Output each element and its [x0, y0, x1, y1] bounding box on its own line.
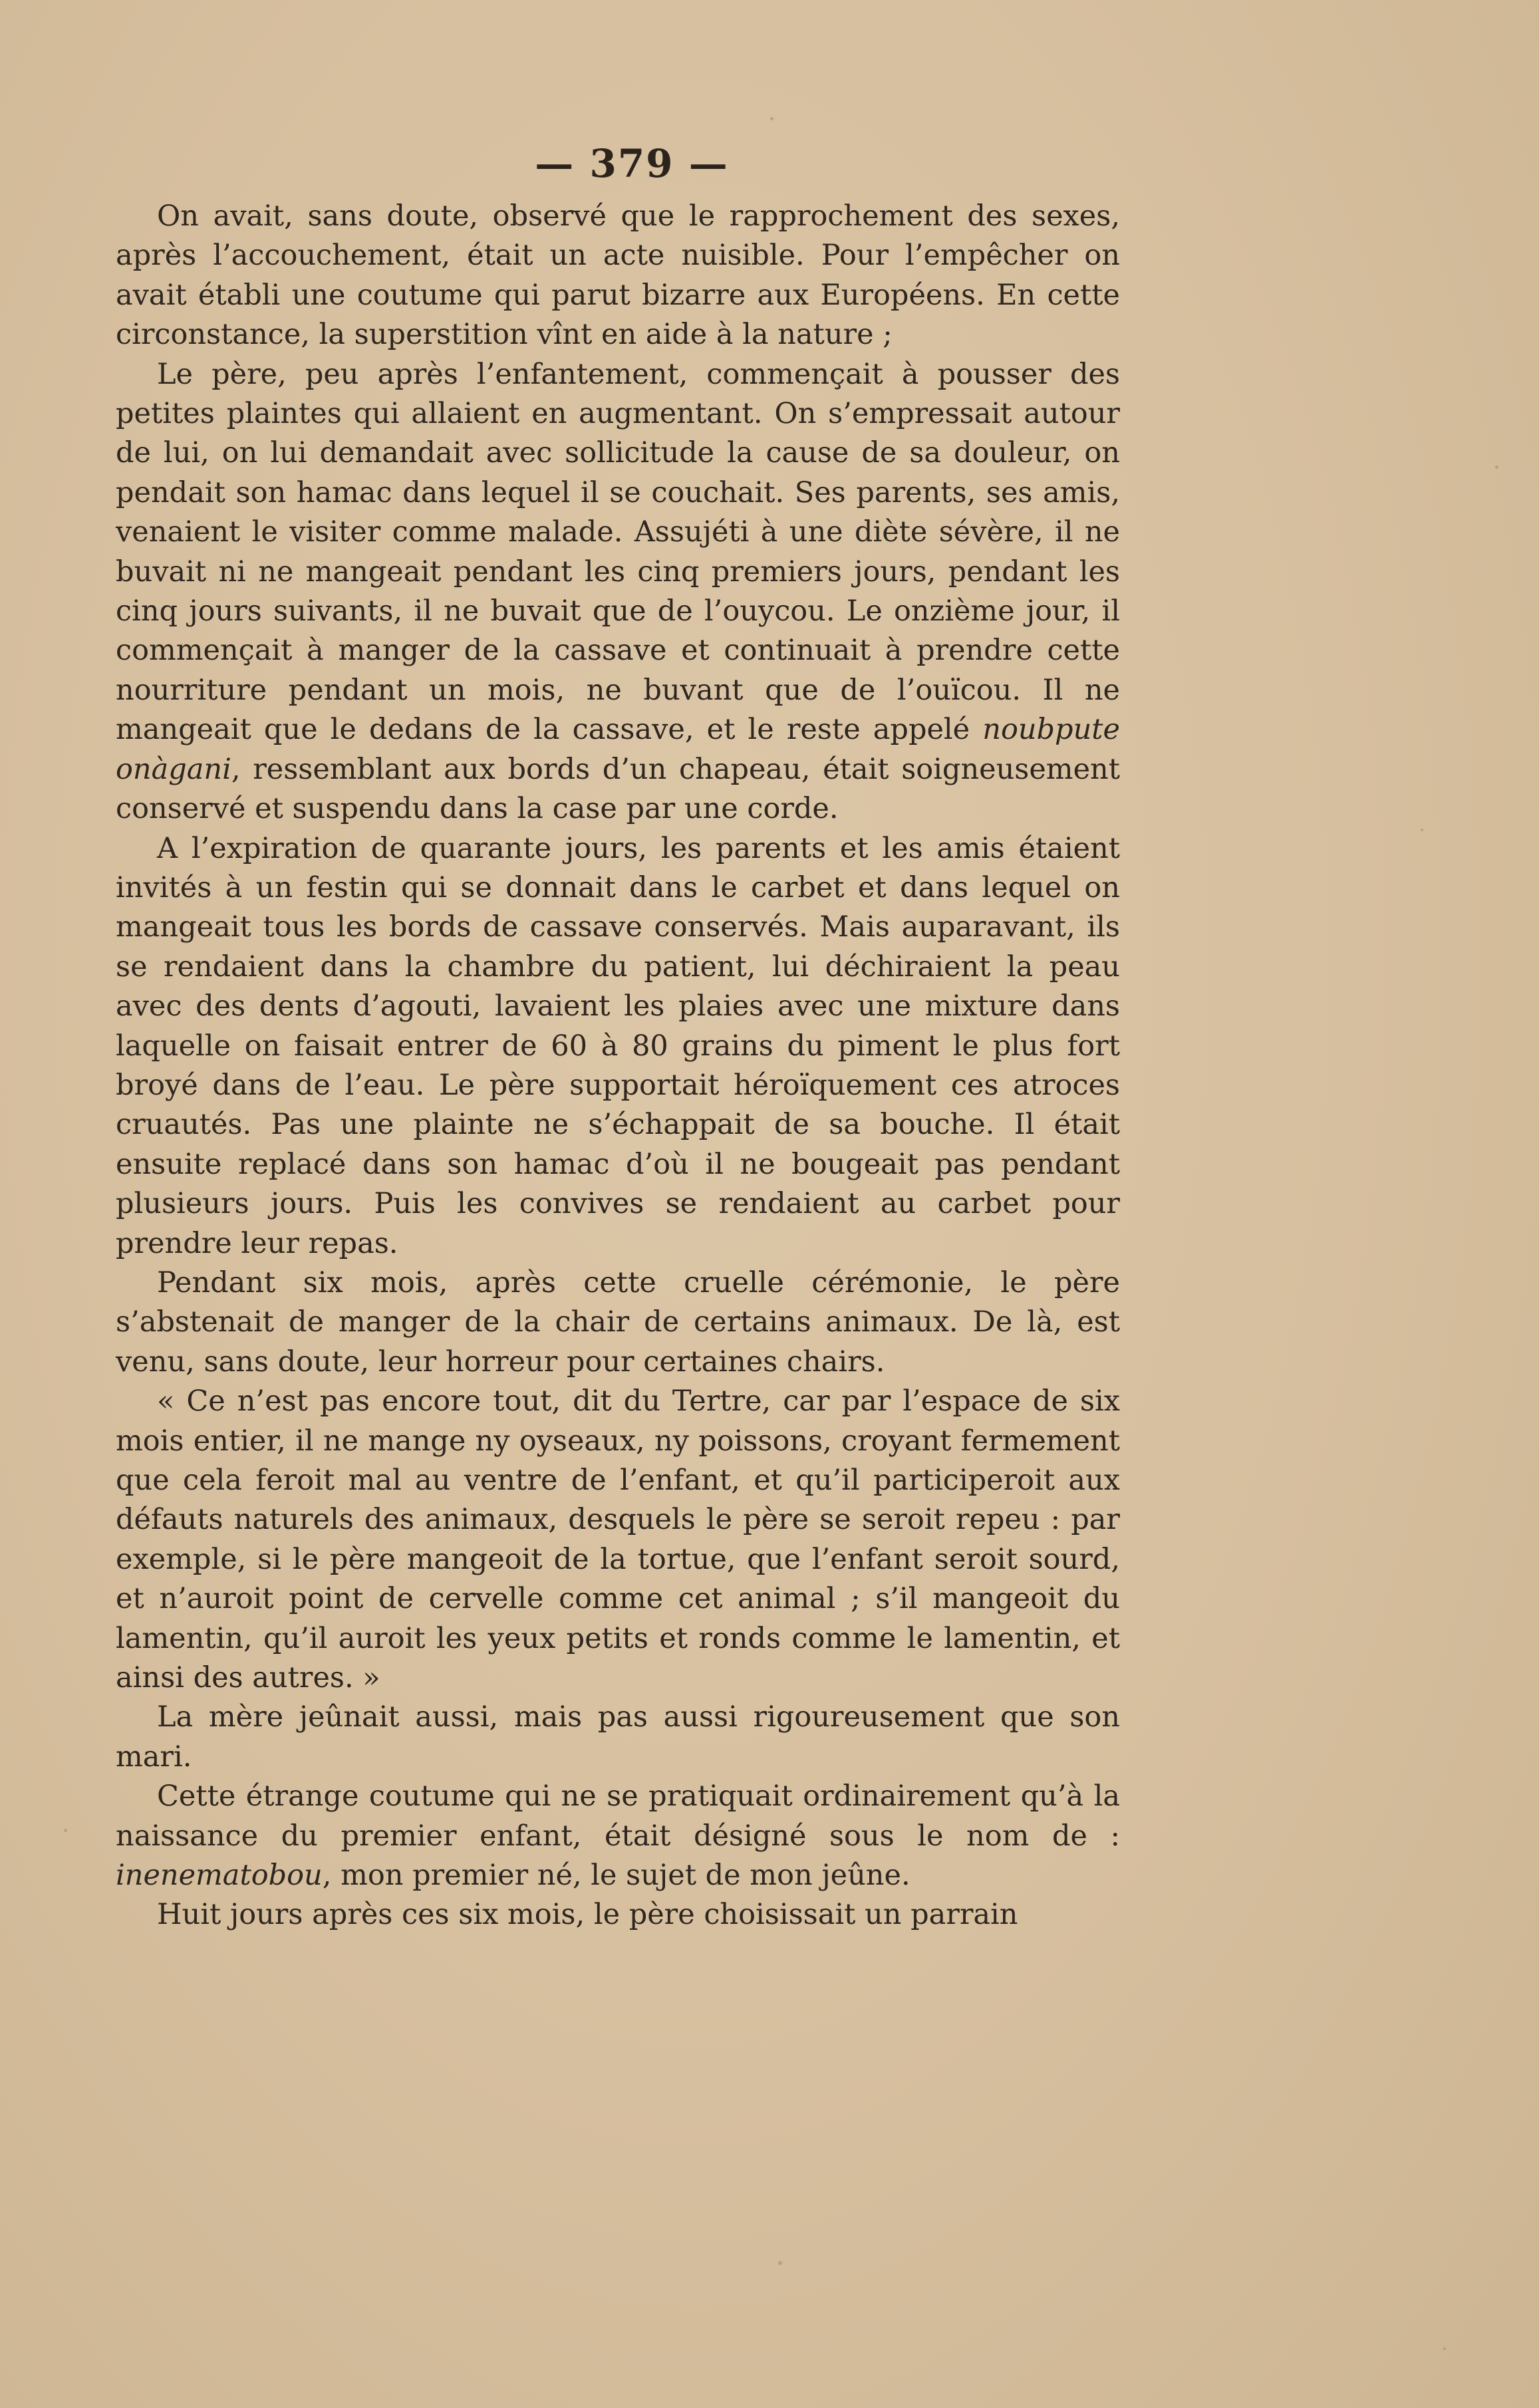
paper-speck [770, 117, 773, 120]
paragraph [116, 1264, 1120, 1382]
paragraph [116, 1895, 1120, 1935]
text-run: A l’expiration de quarante jours, les parents et les amis étaient invités à un festin qui se donnait dans le carbet et dans lequel on mangeait tous les bords de cassave conservés. Mais auparavant, ils se rendaient dans la chambre du patient, lui déchiraient la peau avec des dents d’agouti, lavaient les plaies avec une mixture dans laquelle on faisait entrer de 60 à 80 grains du piment le plus fort broyé dans de l’eau. Le père supportait héroïquement ces atroces cruautés. Pas une plainte ne s’échappait de sa bouche. Il était ensuite replacé dans son hamac d’où il ne bougeait pas pendant plusieurs jours. Puis les convives se rendaient au carbet pour prendre leur repas. [116, 831, 1120, 1260]
text-run: Huit jours après ces six mois, le père choisissait un parrain [157, 1898, 1018, 1932]
paper-speck [1443, 2347, 1446, 2350]
text-run: « Ce n’est pas encore tout, dit du Tertre, car par l’espace de six mois entier, il ne mange ny oyseaux, ny poissons, croyant fermement que cela feroit mal au ventre de l’enfant, et qu’il participeroit aux défauts naturels des animaux, desquels le père se seroit repeu : par exemple, si le père mangeoit de la tortue, que l’enfant seroit sourd, et n’auroit point de cervelle comme cet animal ; s’il mangeoit du lamentin, qu’il auroit les yeux petits et ronds comme le lamentin, et ainsi des autres. » [116, 1385, 1120, 1695]
text-run: On avait, sans doute, observé que le rapprochement des sexes, après l’accouchement, était un acte nuisible. Pour l’empêcher on avait établi une coutume qui parut bizarre aux Européens. En cette circonstance, la superstition vînt en aide à la nature ; [116, 200, 1120, 352]
paragraph [116, 197, 1120, 355]
paragraph [116, 1777, 1120, 1895]
body-text [116, 197, 1120, 1935]
page-number: — 379 — [535, 141, 729, 186]
paragraph [116, 355, 1120, 829]
text-run: Pendant six mois, après cette cruelle cérémonie, le père s’abstenait de manger de la chair de certains animaux. De là, est venu, sans doute, leur horreur pour certaines chairs. [116, 1266, 1120, 1379]
text-run: , ressemblant aux bords d’un chapeau, était soigneusement conservé et suspendu dans la case par une corde. [116, 752, 1120, 826]
paper-speck [778, 2261, 782, 2265]
text-run: , mon premier né, le sujet de mon jeûne. [322, 1859, 910, 1893]
paragraph [116, 1698, 1120, 1777]
text-run: Le père, peu après l’enfantement, commençait à pousser des petites plaintes qui allaient en augmentant. On s’empressait autour de lui, on lui demandait avec sollicitude la cause de sa douleur, on pendait son hamac dans lequel il se couchait. Ses parents, ses amis, venaient le visiter comme malade. Assujéti à une diète sévère, il ne buvait ni ne mangeait pendant les cinq premiers jours, pendant les cinq jours suivants, il ne buvait que de l’ouycou. Le onzième jour, il commençait à manger de la cassave et continuait à prendre cette nourriture pendant un mois, ne buvant que de l’ouïcou. Il ne mangeait que le dedans de la cassave, et le reste appelé [116, 357, 1120, 747]
text-run: Cette étrange coutume qui ne se pratiquait ordinairement qu’à la naissance du premier enfant, était désigné sous le nom de : [116, 1780, 1120, 1853]
text-run: La mère jeûnait aussi, mais pas aussi rigoureusement que son mari. [116, 1700, 1120, 1774]
paper-speck [1421, 829, 1423, 831]
paper-speck [64, 1829, 67, 1832]
paragraph [116, 1382, 1120, 1698]
paper-speck [1495, 466, 1498, 469]
italic-term: noubpute onàgani [116, 713, 1120, 786]
italic-term: inenematobou [116, 1859, 323, 1893]
paragraph [116, 829, 1120, 1264]
